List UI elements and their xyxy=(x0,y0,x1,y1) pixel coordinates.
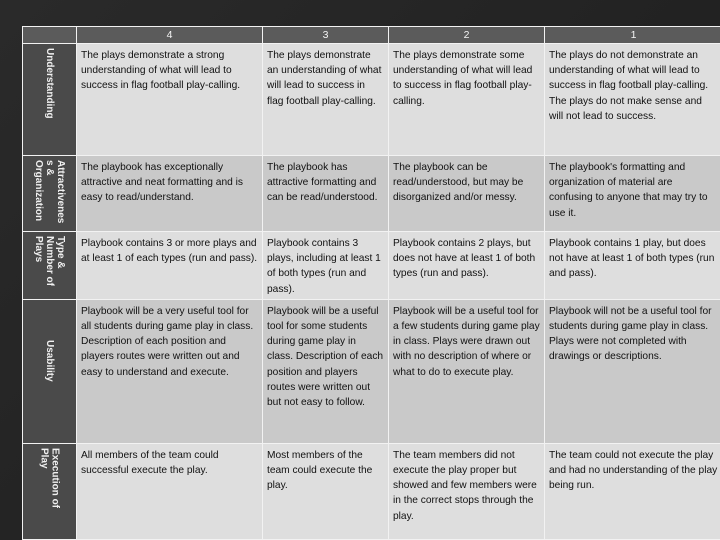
rubric-cell: All members of the team could successful execute the play. xyxy=(77,443,263,539)
criterion-cell xyxy=(23,299,77,443)
level-header-4: 4 xyxy=(77,27,263,44)
rubric-cell: The playbook has exceptionally attractive and neat formatting and is easy to read/understand. xyxy=(77,156,263,232)
rubric-cell: The plays demonstrate some understanding of what will lead to success in flag football play-calling. xyxy=(389,44,545,156)
level-header-2: 2 xyxy=(389,27,545,44)
criterion-cell xyxy=(23,156,77,232)
rubric-cell: The plays demonstrate a strong understanding of what will lead to success in flag football play-calling. xyxy=(77,44,263,156)
criterion-label: Type & Number of Plays xyxy=(33,236,66,286)
criterion-cell xyxy=(23,232,77,300)
rubric-row-attractiveness xyxy=(23,156,720,232)
rubric-row-type-number xyxy=(23,232,720,300)
rubric-cell: Playbook will not be a useful tool for students during game play in class. Plays were not completed with drawings or descriptions. xyxy=(545,299,720,443)
criterion-label: Attractivenes s & Organization xyxy=(33,160,66,224)
rubric-row-understanding xyxy=(23,44,720,156)
rubric-row-execution xyxy=(23,443,720,539)
rubric-cell: The playbook's formatting and organization of material are confusing to anyone that may try to use it. xyxy=(545,156,720,232)
criterion-cell xyxy=(23,443,77,539)
rubric-cell: The plays demonstrate an understanding of what will lead to success in flag football play-calling. xyxy=(263,44,389,156)
rubric-cell: Playbook contains 2 plays, but does not have at least 1 of both types (run and pass). xyxy=(389,232,545,300)
rubric-cell: The playbook has attractive formatting and can be read/understood. xyxy=(263,156,389,232)
rubric-cell: Playbook contains 1 play, but does not have at least 1 of both types (run and pass). xyxy=(545,232,720,300)
level-header-1: 1 xyxy=(545,27,720,44)
criterion-cell xyxy=(23,44,77,156)
rubric-cell: Playbook contains 3 plays, including at least 1 of both types (run and pass). xyxy=(263,232,389,300)
rubric-cell: The plays do not demonstrate an understanding of what will lead to success in flag football play-calling. The plays do not make sense and will not lead to success. xyxy=(545,44,720,156)
criterion-label: Understanding xyxy=(44,48,55,119)
rubric-table xyxy=(22,26,720,540)
rubric-cell: Playbook will be a useful tool for a few students during game play in class. Plays were drawn out with no description of where or what to do to execute play. xyxy=(389,299,545,443)
rubric-cell: Playbook will be a useful tool for some students during game play in class. Description of each position and players routes were written out but not easy to follow. xyxy=(263,299,389,443)
rubric-cell: Most members of the team could execute the play. xyxy=(263,443,389,539)
criterion-label: Execution of Play xyxy=(38,447,61,508)
corner-cell xyxy=(23,27,77,44)
criterion-label: Usability xyxy=(44,339,55,382)
header-row xyxy=(23,27,720,44)
rubric-cell: Playbook will be a very useful tool for all students during game play in class. Description of each position and players routes were written out and easy to understand and execute. xyxy=(77,299,263,443)
rubric-row-usability xyxy=(23,299,720,443)
rubric-cell: Playbook contains 3 or more plays and at least 1 of each types (run and pass). xyxy=(77,232,263,300)
rubric-cell: The team could not execute the play and had no understanding of the play being run. xyxy=(545,443,720,539)
level-header-3: 3 xyxy=(263,27,389,44)
rubric-cell: The team members did not execute the play proper but showed and few members were in the correct stops through the play. xyxy=(389,443,545,539)
rubric-cell: The playbook can be read/understood, but may be disorganized and/or messy. xyxy=(389,156,545,232)
